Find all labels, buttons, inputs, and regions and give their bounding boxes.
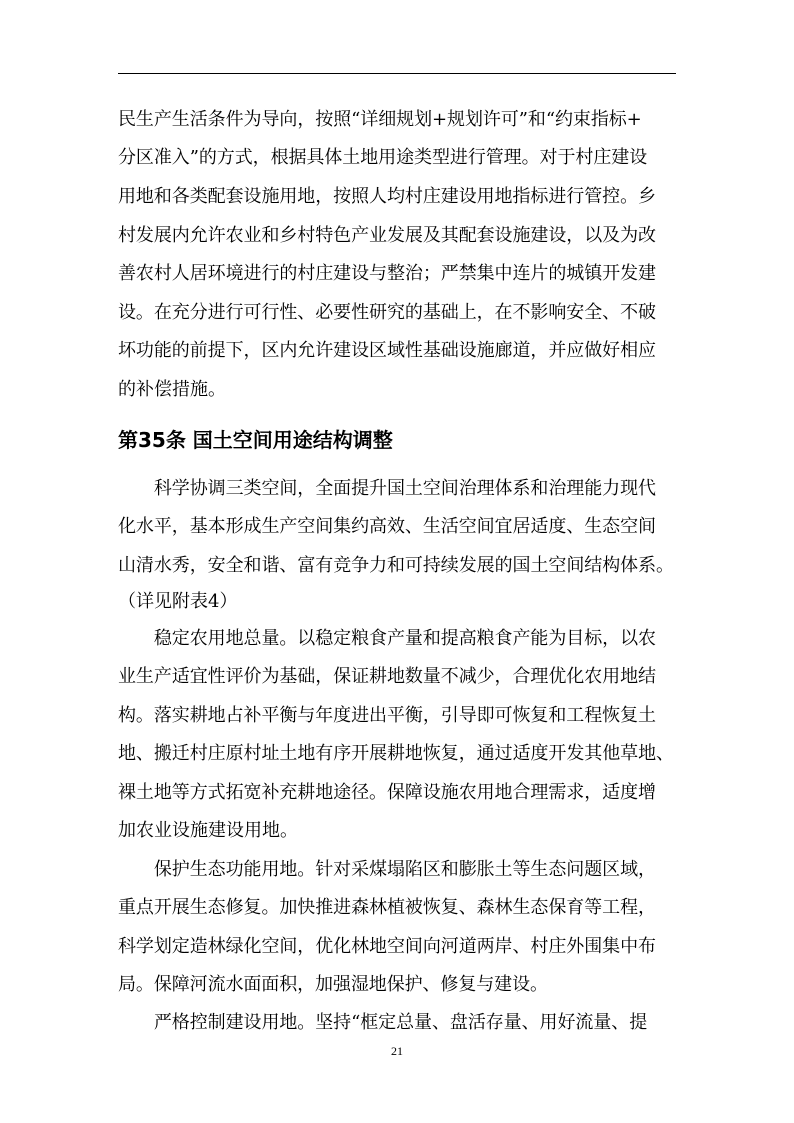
- text-line: 坏功能的前提下，区内允许建设区域性基础设施廊道，并应做好相应: [118, 340, 656, 361]
- text-line: 重点开展生态修复。加快推进森林植被恢复、森林生态保育等工程，: [118, 897, 656, 918]
- text-line: 的补偿措施。: [118, 379, 226, 400]
- text-line: 科学协调三类空间，全面提升国土空间治理体系和治理能力现代: [118, 478, 656, 499]
- text-line: （详见附表4）: [118, 591, 238, 612]
- header-rule: [118, 73, 676, 74]
- text-line: 地、搬迁村庄原村址土地有序开展耕地恢复，通过适度开发其他草地、: [118, 743, 674, 764]
- text-line: 善农村人居环境进行的村庄建设与整治；严禁集中连片的城镇开发建: [118, 263, 656, 284]
- text-line: 保护生态功能用地。针对采煤塌陷区和膨胀土等生态问题区域，: [118, 859, 656, 880]
- section-heading: 第35条 国土空间用途结构调整: [118, 428, 393, 452]
- text-line: 裸土地等方式拓宽补充耕地途径。保障设施农用地合理需求，适度增: [118, 782, 656, 803]
- text-line: 设。在充分进行可行性、必要性研究的基础上，在不影响安全、不破: [118, 302, 656, 323]
- text-line: 科学划定造林绿化空间，优化林地空间向河道两岸、村庄外围集中布: [118, 936, 656, 957]
- text-line: 局。保障河流水面面积，加强湿地保护、修复与建设。: [118, 974, 548, 995]
- text-line: 构。落实耕地占补平衡与年度进出平衡，引导即可恢复和工程恢复土: [118, 705, 656, 726]
- text-line: 村发展内允许农业和乡村特色产业发展及其配套设施建设，以及为改: [118, 225, 656, 246]
- text-line: 民生产生活条件为导向，按照“详细规划+规划许可”和“约束指标+: [118, 109, 642, 130]
- text-line: 业生产适宜性评价为基础，保证耕地数量不减少，合理优化农用地结: [118, 666, 656, 687]
- text-line: 山清水秀，安全和谐、富有竞争力和可持续发展的国土空间结构体系。: [118, 555, 674, 576]
- text-line: 加农业设施建设用地。: [118, 820, 298, 841]
- text-line: 稳定农用地总量。以稳定粮食产量和提高粮食产能为目标，以农: [118, 628, 656, 649]
- text-line: 分区准入”的方式，根据具体土地用途类型进行管理。对于村庄建设: [118, 147, 648, 168]
- text-line: 严格控制建设用地。坚持“框定总量、盘活存量、用好流量、提: [118, 1012, 648, 1033]
- page-number: 21: [391, 1044, 403, 1058]
- text-line: 用地和各类配套设施用地，按照人均村庄建设用地指标进行管控。乡: [118, 186, 656, 207]
- text-line: 化水平，基本形成生产空间集约高效、生活空间宜居适度、生态空间: [118, 516, 656, 537]
